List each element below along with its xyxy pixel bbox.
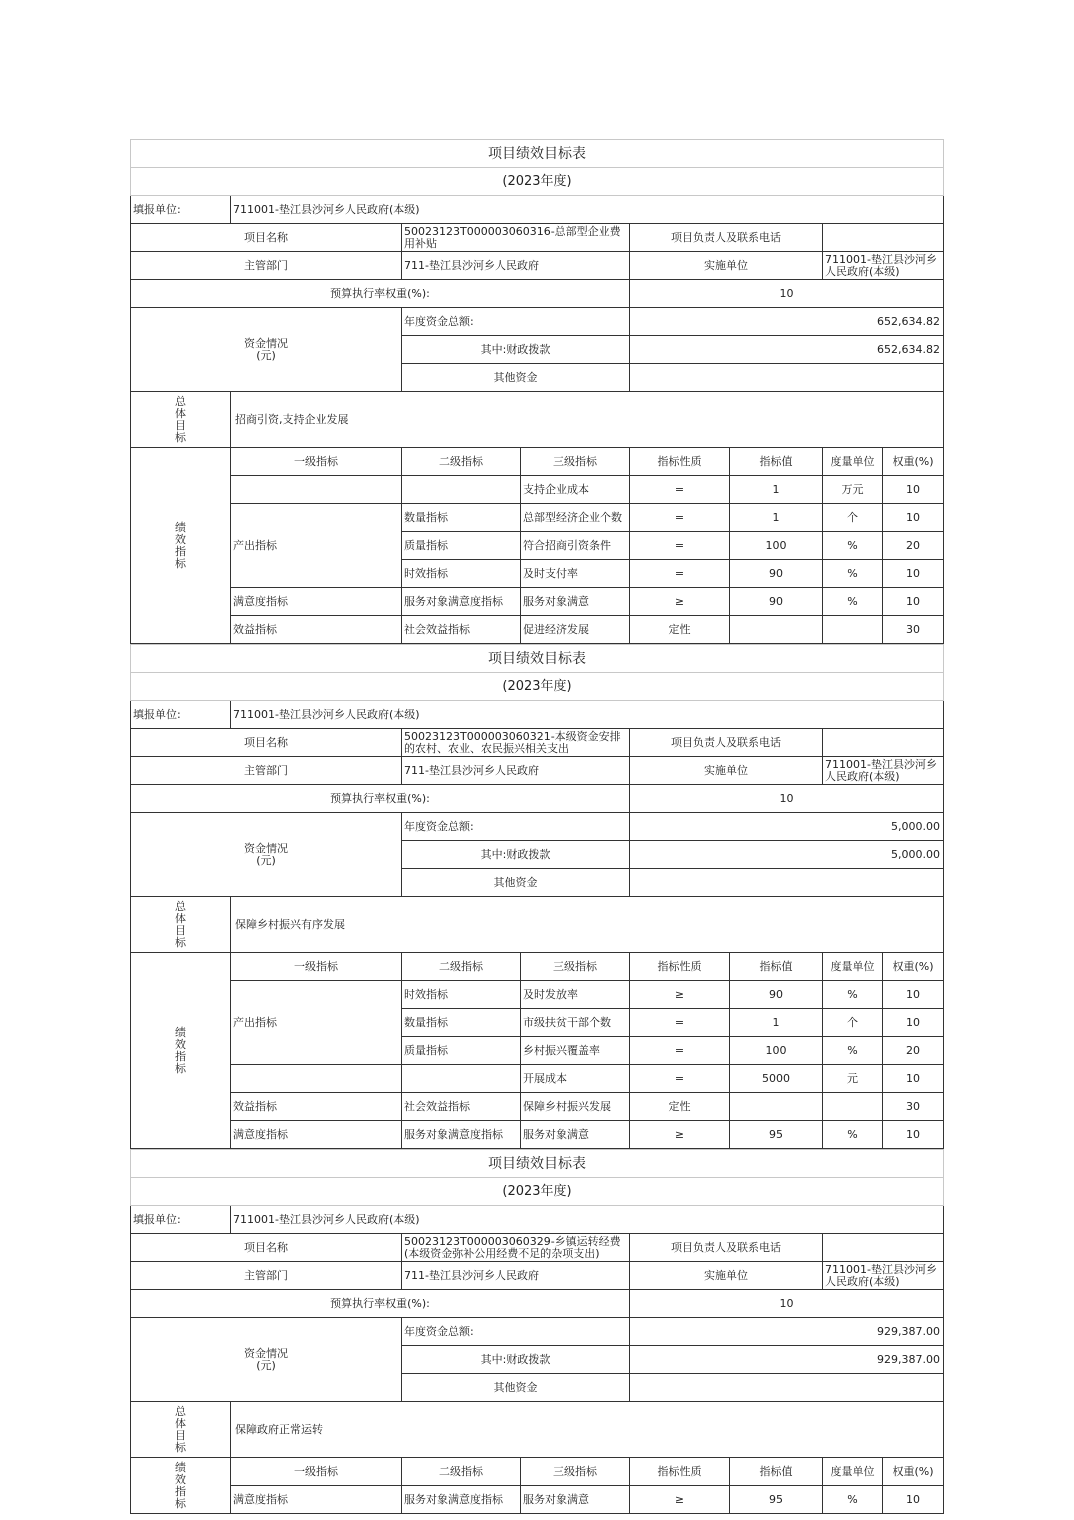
indicator-level1 xyxy=(231,476,402,504)
indicator-value: 5000 xyxy=(730,1065,823,1093)
performance-indicator-label-char: 效 xyxy=(175,1037,186,1051)
total-label: 年度资金总额: xyxy=(402,1318,630,1346)
indicator-level2: 社会效益指标 xyxy=(402,616,521,644)
indicator-level2: 数量指标 xyxy=(402,504,521,532)
filler-unit: 711001-垫江县沙河乡人民政府(本级) xyxy=(231,196,944,224)
indicator-level2 xyxy=(402,476,521,504)
indicator-weight: 10 xyxy=(883,981,944,1009)
column-header: 度量单位 xyxy=(823,953,883,981)
impl-unit-label: 实施单位 xyxy=(630,1262,823,1290)
indicator-unit: % xyxy=(823,981,883,1009)
overall-goal-label-char: 体 xyxy=(175,1416,186,1430)
total-label: 年度资金总额: xyxy=(402,813,630,841)
filler-label: 填报单位: xyxy=(131,196,231,224)
indicator-weight: 10 xyxy=(883,1065,944,1093)
indicator-weight: 20 xyxy=(883,1037,944,1065)
indicator-value: 95 xyxy=(730,1486,823,1514)
indicator-nature: = xyxy=(630,476,730,504)
other-value xyxy=(630,364,944,392)
overall-goal-label-char: 体 xyxy=(175,406,186,420)
column-header: 指标性质 xyxy=(630,953,730,981)
indicator-level2: 服务对象满意度指标 xyxy=(402,1486,521,1514)
table-title: 项目绩效目标表 xyxy=(131,1150,944,1178)
overall-goal-label xyxy=(131,897,231,953)
fiscal-label: 其中:财政拨款 xyxy=(402,841,630,869)
weight-label: 预算执行率权重(%): xyxy=(131,1290,630,1318)
indicator-weight: 10 xyxy=(883,1009,944,1037)
performance-indicator-label-char: 标 xyxy=(175,1496,186,1510)
performance-table xyxy=(130,644,944,1149)
fund-situation-line: (元) xyxy=(256,1358,276,1372)
fund-situation-label xyxy=(131,308,402,392)
indicator-value: 1 xyxy=(730,1009,823,1037)
fund-situation-line: (元) xyxy=(256,348,276,362)
filler-unit: 711001-垫江县沙河乡人民政府(本级) xyxy=(231,701,944,729)
indicator-nature: ≥ xyxy=(630,1121,730,1149)
weight-value: 10 xyxy=(630,785,944,813)
project-name-label: 项目名称 xyxy=(131,729,402,757)
indicator-level2: 社会效益指标 xyxy=(402,1093,521,1121)
other-value xyxy=(630,1374,944,1402)
indicator-nature: = xyxy=(630,1037,730,1065)
indicator-weight: 20 xyxy=(883,532,944,560)
indicator-value: 90 xyxy=(730,981,823,1009)
indicator-nature: 定性 xyxy=(630,616,730,644)
indicator-weight: 10 xyxy=(883,476,944,504)
indicator-level3: 服务对象满意 xyxy=(521,1121,630,1149)
owner-contact-value xyxy=(823,1234,944,1262)
indicator-unit: % xyxy=(823,588,883,616)
fund-situation-label xyxy=(131,813,402,897)
overall-goal-label-char: 目 xyxy=(175,1428,186,1442)
indicator-level3: 符合招商引资条件 xyxy=(521,532,630,560)
overall-goal-value: 保障政府正常运转 xyxy=(231,1402,944,1458)
owner-contact-label: 项目负责人及联系电话 xyxy=(630,729,823,757)
table-year: (2023年度) xyxy=(131,1178,944,1206)
indicator-value xyxy=(730,1093,823,1121)
performance-indicator-label-char: 绩 xyxy=(175,1460,186,1474)
performance-indicator-label-char: 绩 xyxy=(175,1025,186,1039)
performance-indicator-label xyxy=(131,1458,231,1514)
indicator-unit: % xyxy=(823,1037,883,1065)
indicator-weight: 30 xyxy=(883,1093,944,1121)
indicator-level2: 质量指标 xyxy=(402,532,521,560)
total-value: 929,387.00 xyxy=(630,1318,944,1346)
indicator-unit: % xyxy=(823,1121,883,1149)
column-header: 度量单位 xyxy=(823,1458,883,1486)
fund-situation-line: 资金情况 xyxy=(244,1346,288,1360)
column-header: 一级指标 xyxy=(231,448,402,476)
weight-value: 10 xyxy=(630,1290,944,1318)
column-header: 二级指标 xyxy=(402,953,521,981)
indicator-level3: 乡村振兴覆盖率 xyxy=(521,1037,630,1065)
column-header: 二级指标 xyxy=(402,448,521,476)
indicator-weight: 10 xyxy=(883,560,944,588)
impl-unit-value: 711001-垫江县沙河乡人民政府(本级) xyxy=(823,252,944,280)
indicator-level3: 及时发放率 xyxy=(521,981,630,1009)
indicator-level1: 效益指标 xyxy=(231,1093,402,1121)
impl-unit-label: 实施单位 xyxy=(630,757,823,785)
indicator-level2: 服务对象满意度指标 xyxy=(402,1121,521,1149)
indicator-level3: 开展成本 xyxy=(521,1065,630,1093)
overall-goal-label-char: 总 xyxy=(175,899,186,913)
performance-indicator-label-char: 指 xyxy=(175,1049,186,1063)
indicator-value: 95 xyxy=(730,1121,823,1149)
indicator-level1: 效益指标 xyxy=(231,616,402,644)
indicator-level1: 产出指标 xyxy=(231,981,402,1065)
indicator-weight: 10 xyxy=(883,1121,944,1149)
indicator-value: 100 xyxy=(730,1037,823,1065)
indicator-value: 90 xyxy=(730,588,823,616)
overall-goal-label-char: 目 xyxy=(175,418,186,432)
indicator-nature: ≥ xyxy=(630,1486,730,1514)
fund-situation-label xyxy=(131,1318,402,1402)
owner-contact-label: 项目负责人及联系电话 xyxy=(630,224,823,252)
table-year: (2023年度) xyxy=(131,673,944,701)
indicator-nature: 定性 xyxy=(630,1093,730,1121)
overall-goal-value: 保障乡村振兴有序发展 xyxy=(231,897,944,953)
column-header: 权重(%) xyxy=(883,1458,944,1486)
indicator-level3: 市级扶贫干部个数 xyxy=(521,1009,630,1037)
indicator-level1: 满意度指标 xyxy=(231,1121,402,1149)
other-label: 其他资金 xyxy=(402,869,630,897)
indicator-unit xyxy=(823,1093,883,1121)
performance-indicator-label-char: 绩 xyxy=(175,520,186,534)
indicator-level3: 总部型经济企业个数 xyxy=(521,504,630,532)
column-header: 度量单位 xyxy=(823,448,883,476)
dept-label: 主管部门 xyxy=(131,1262,402,1290)
indicator-nature: = xyxy=(630,504,730,532)
overall-goal-label-char: 总 xyxy=(175,394,186,408)
column-header: 一级指标 xyxy=(231,953,402,981)
total-value: 652,634.82 xyxy=(630,308,944,336)
indicator-level1: 满意度指标 xyxy=(231,1486,402,1514)
document-body xyxy=(130,139,943,1514)
total-value: 5,000.00 xyxy=(630,813,944,841)
fund-situation-line: 资金情况 xyxy=(244,841,288,855)
indicator-level1 xyxy=(231,1065,402,1093)
indicator-value: 1 xyxy=(730,476,823,504)
impl-unit-value: 711001-垫江县沙河乡人民政府(本级) xyxy=(823,1262,944,1290)
indicator-nature: = xyxy=(630,1065,730,1093)
column-header: 一级指标 xyxy=(231,1458,402,1486)
overall-goal-label-char: 体 xyxy=(175,911,186,925)
dept-label: 主管部门 xyxy=(131,757,402,785)
column-header: 三级指标 xyxy=(521,953,630,981)
overall-goal-label-char: 总 xyxy=(175,1404,186,1418)
indicator-value xyxy=(730,616,823,644)
indicator-unit: % xyxy=(823,532,883,560)
performance-indicator-label-char: 效 xyxy=(175,1472,186,1486)
total-label: 年度资金总额: xyxy=(402,308,630,336)
table-title: 项目绩效目标表 xyxy=(131,140,944,168)
indicator-value: 90 xyxy=(730,560,823,588)
owner-contact-value xyxy=(823,729,944,757)
indicator-level1: 满意度指标 xyxy=(231,588,402,616)
other-label: 其他资金 xyxy=(402,364,630,392)
indicator-nature: = xyxy=(630,560,730,588)
filler-unit: 711001-垫江县沙河乡人民政府(本级) xyxy=(231,1206,944,1234)
weight-label: 预算执行率权重(%): xyxy=(131,785,630,813)
table-title: 项目绩效目标表 xyxy=(131,645,944,673)
fiscal-value: 929,387.00 xyxy=(630,1346,944,1374)
weight-label: 预算执行率权重(%): xyxy=(131,280,630,308)
owner-contact-value xyxy=(823,224,944,252)
filler-label: 填报单位: xyxy=(131,701,231,729)
indicator-unit: % xyxy=(823,560,883,588)
project-name-value: 50023123T000003060329-乡镇运转经费(本级资金弥补公用经费不足的杂项支出) xyxy=(402,1234,630,1262)
overall-goal-label xyxy=(131,1402,231,1458)
weight-value: 10 xyxy=(630,280,944,308)
project-name-label: 项目名称 xyxy=(131,1234,402,1262)
other-label: 其他资金 xyxy=(402,1374,630,1402)
impl-unit-label: 实施单位 xyxy=(630,252,823,280)
column-header: 指标值 xyxy=(730,1458,823,1486)
performance-indicator-label-char: 标 xyxy=(175,1061,186,1075)
performance-indicator-label xyxy=(131,953,231,1149)
indicator-level2: 时效指标 xyxy=(402,560,521,588)
dept-label: 主管部门 xyxy=(131,252,402,280)
dept-value: 711-垫江县沙河乡人民政府 xyxy=(402,757,630,785)
performance-indicator-label xyxy=(131,448,231,644)
dept-value: 711-垫江县沙河乡人民政府 xyxy=(402,1262,630,1290)
indicator-level2: 服务对象满意度指标 xyxy=(402,588,521,616)
overall-goal-label-char: 目 xyxy=(175,923,186,937)
indicator-level3: 服务对象满意 xyxy=(521,588,630,616)
indicator-nature: = xyxy=(630,1009,730,1037)
project-name-value: 50023123T000003060316-总部型企业费用补贴 xyxy=(402,224,630,252)
indicator-unit: 万元 xyxy=(823,476,883,504)
indicator-level3: 服务对象满意 xyxy=(521,1486,630,1514)
column-header: 权重(%) xyxy=(883,448,944,476)
indicator-unit: 个 xyxy=(823,504,883,532)
performance-indicator-label-char: 指 xyxy=(175,1484,186,1498)
performance-indicator-label-char: 指 xyxy=(175,544,186,558)
column-header: 二级指标 xyxy=(402,1458,521,1486)
fund-situation-line: (元) xyxy=(256,853,276,867)
overall-goal-label-char: 标 xyxy=(175,1440,186,1454)
column-header: 指标值 xyxy=(730,448,823,476)
indicator-value: 100 xyxy=(730,532,823,560)
column-header: 权重(%) xyxy=(883,953,944,981)
project-name-value: 50023123T000003060321-本级资金安排的农村、农业、农民振兴相关支出 xyxy=(402,729,630,757)
indicator-level3: 及时支付率 xyxy=(521,560,630,588)
performance-indicator-label-char: 标 xyxy=(175,556,186,570)
indicator-level2: 数量指标 xyxy=(402,1009,521,1037)
column-header: 指标性质 xyxy=(630,1458,730,1486)
indicator-level1: 产出指标 xyxy=(231,504,402,588)
owner-contact-label: 项目负责人及联系电话 xyxy=(630,1234,823,1262)
project-name-label: 项目名称 xyxy=(131,224,402,252)
table-year: (2023年度) xyxy=(131,168,944,196)
column-header: 三级指标 xyxy=(521,448,630,476)
other-value xyxy=(630,869,944,897)
indicator-level2: 质量指标 xyxy=(402,1037,521,1065)
indicator-weight: 10 xyxy=(883,588,944,616)
fund-situation-line: 资金情况 xyxy=(244,336,288,350)
indicator-unit: % xyxy=(823,1486,883,1514)
performance-table xyxy=(130,1149,944,1514)
indicator-unit: 元 xyxy=(823,1065,883,1093)
indicator-nature: ≥ xyxy=(630,588,730,616)
overall-goal-label-char: 标 xyxy=(175,935,186,949)
filler-label: 填报单位: xyxy=(131,1206,231,1234)
fiscal-label: 其中:财政拨款 xyxy=(402,336,630,364)
overall-goal-label-char: 标 xyxy=(175,430,186,444)
indicator-weight: 30 xyxy=(883,616,944,644)
fiscal-value: 5,000.00 xyxy=(630,841,944,869)
indicator-weight: 10 xyxy=(883,1486,944,1514)
overall-goal-label xyxy=(131,392,231,448)
column-header: 指标值 xyxy=(730,953,823,981)
impl-unit-value: 711001-垫江县沙河乡人民政府(本级) xyxy=(823,757,944,785)
indicator-level2 xyxy=(402,1065,521,1093)
performance-indicator-label-char: 效 xyxy=(175,532,186,546)
overall-goal-value: 招商引资,支持企业发展 xyxy=(231,392,944,448)
indicator-level3: 促进经济发展 xyxy=(521,616,630,644)
performance-table xyxy=(130,139,944,644)
fiscal-value: 652,634.82 xyxy=(630,336,944,364)
dept-value: 711-垫江县沙河乡人民政府 xyxy=(402,252,630,280)
indicator-value: 1 xyxy=(730,504,823,532)
indicator-level2: 时效指标 xyxy=(402,981,521,1009)
indicator-level3: 支持企业成本 xyxy=(521,476,630,504)
indicator-level3: 保障乡村振兴发展 xyxy=(521,1093,630,1121)
indicator-weight: 10 xyxy=(883,504,944,532)
column-header: 三级指标 xyxy=(521,1458,630,1486)
indicator-nature: = xyxy=(630,532,730,560)
indicator-nature: ≥ xyxy=(630,981,730,1009)
indicator-unit xyxy=(823,616,883,644)
indicator-unit: 个 xyxy=(823,1009,883,1037)
column-header: 指标性质 xyxy=(630,448,730,476)
fiscal-label: 其中:财政拨款 xyxy=(402,1346,630,1374)
